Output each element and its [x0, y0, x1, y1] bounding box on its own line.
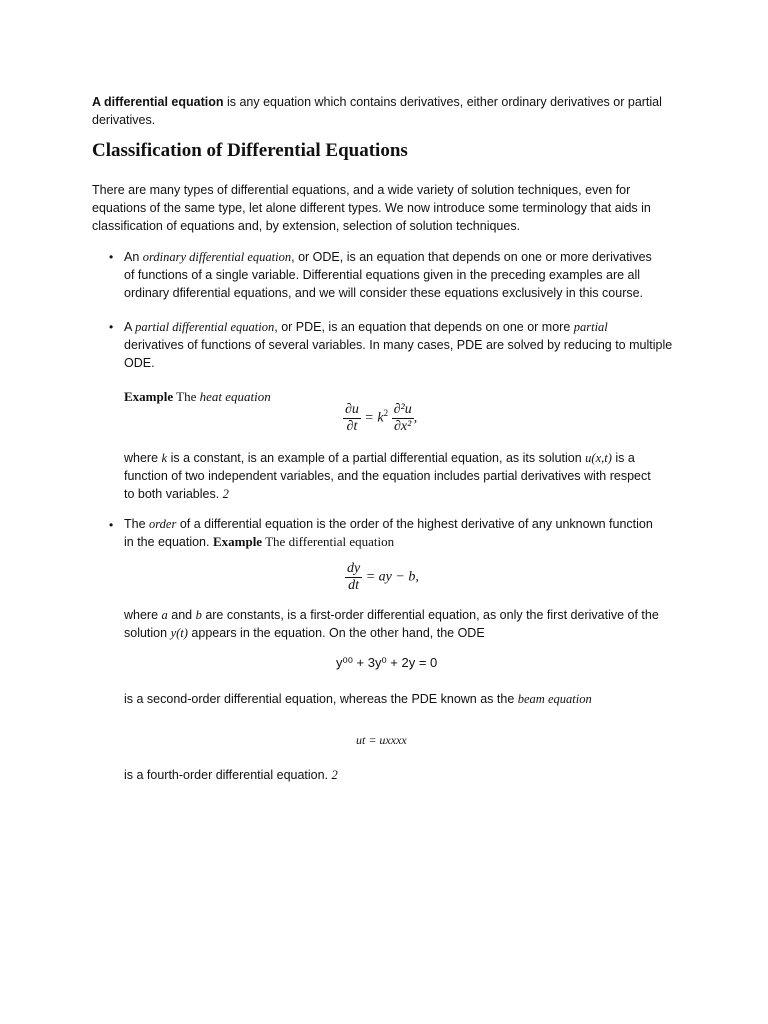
where-rest: are constants, is a first-order differential equation, as only the first derivative of the — [201, 608, 659, 622]
example1-after-line-1 — [124, 449, 635, 468]
bullet1-line-1 — [124, 248, 652, 267]
example1-name: heat equation — [199, 389, 271, 404]
second-order-text: is a second-order differential equation, whereas the PDE known as the — [124, 692, 518, 706]
intro-line-2: derivatives. — [92, 113, 156, 127]
var-y: y — [170, 626, 177, 640]
para-line-2: equations of the same type, let alone different types. We now introduce some terminology that aids in — [92, 201, 651, 215]
bullet3-line-1 — [124, 515, 653, 534]
ode-equation: y⁰⁰ + 3y⁰ + 2y = 0 — [336, 655, 438, 670]
fourth-order-line — [124, 766, 338, 785]
var-a: a — [161, 608, 168, 622]
bullet1-line-3: ordinary dfiferential equations, and we will consider these equations exclusively in this course. — [124, 286, 644, 300]
example1-the: The — [173, 389, 200, 404]
bullet-dot: • — [109, 250, 114, 264]
var-args: (x,t) — [591, 451, 612, 465]
bullet3-line2-text: in the equation. — [124, 535, 213, 549]
bullet3-line-2 — [124, 533, 394, 552]
where-line-1 — [124, 606, 659, 625]
footnote-2: 2 — [331, 768, 338, 782]
heat-equals-k: = k — [364, 410, 384, 426]
where-line-2 — [124, 624, 485, 643]
dydt-equation — [345, 561, 419, 594]
bullet-dot: • — [109, 320, 114, 334]
example1-after-line-2: function of two independent variables, and the equation includes partial derivatives with respect — [124, 469, 651, 483]
bullet-dot: • — [109, 518, 114, 532]
heat-lhs-num: ∂u — [345, 402, 359, 417]
example1-line3-text: to both variables. — [124, 487, 223, 501]
var-k: k — [161, 451, 168, 465]
where-pre: where — [124, 608, 162, 622]
bullet2-mid: , or PDE, is an equation that depends on one or more — [274, 320, 574, 334]
bullet2-term: partial differential equation — [135, 320, 275, 334]
dydt-rhs: = ay − b, — [365, 569, 419, 585]
heat-equation — [343, 402, 417, 435]
bullet3-term: order — [149, 517, 177, 531]
bullet1-pre: An — [124, 250, 143, 264]
beam-equation: ut = uxxxx — [356, 733, 407, 747]
bullet3-post: of a differential equation is the order of the highest derivative of any unknown function — [176, 517, 653, 531]
heat-k-exponent: 2 — [383, 408, 389, 419]
example1-label-line — [124, 388, 271, 407]
var-t: (t) — [176, 626, 188, 640]
intro-line-1 — [92, 93, 692, 112]
bullet3-pre: The — [124, 517, 150, 531]
bullet2-line-3: ODE. — [124, 356, 155, 370]
heat-lhs-den: ∂t — [346, 419, 358, 434]
para-line-3: classification of equations and, by extension, selection of solution techniques. — [92, 219, 521, 233]
example1-label: Example — [124, 389, 174, 404]
bullet2-pre: A — [124, 320, 136, 334]
bullet2-line-2: derivatives of functions of several variables. In many cases, PDE are solved by reducing to multiple — [124, 338, 673, 352]
dydt-den: dt — [348, 578, 360, 593]
bullet2-line-1 — [124, 318, 608, 337]
example1-after-line-3 — [124, 485, 229, 504]
heat-rhs-den: ∂x² — [393, 419, 412, 434]
intro-text: is any equation which contains derivatives, either ordinary derivatives or partial — [223, 95, 662, 109]
where-line2-post: appears in the equation. On the other hand, the ODE — [187, 626, 485, 640]
fourth-order-text: is a fourth-order differential equation. — [124, 768, 332, 782]
example1-after-pre: where — [124, 451, 162, 465]
second-order-line — [124, 690, 592, 709]
example1-after-end: is a — [611, 451, 635, 465]
dydt-fraction — [345, 561, 362, 594]
var-b: b — [195, 608, 202, 622]
bullet1-line-2: of functions of a single variable. Differential equations given in the preceding examples are all — [124, 268, 641, 282]
beam-equation-term: beam equation — [517, 692, 592, 706]
var-u: u — [585, 451, 592, 465]
bullet2-term2: partial — [573, 320, 608, 334]
heat-rhs-fraction — [392, 402, 414, 435]
bullet1-term: ordinary differential equation — [142, 250, 292, 264]
footnote-2: 2 — [222, 487, 229, 501]
section-heading: Classification of Differential Equations — [92, 140, 408, 161]
example2-text: The differential equation — [262, 534, 395, 549]
bullet1-post: , or ODE, is an equation that depends on one or more derivatives — [291, 250, 652, 264]
where-and: and — [167, 608, 196, 622]
intro-term: A differential equation — [92, 95, 224, 109]
heat-lhs-fraction — [343, 402, 361, 435]
para-line-1: There are many types of differential equations, and a wide variety of solution techniques, even for — [92, 183, 631, 197]
heat-rhs-num: ∂²u — [393, 402, 412, 417]
heat-comma: , — [413, 410, 418, 426]
example2-label: Example — [212, 534, 263, 549]
dydt-num: dy — [347, 561, 361, 576]
example1-after-mid: is a constant, is an example of a partial differential equation, as its solution — [167, 451, 586, 465]
where-line2-pre: solution — [124, 626, 171, 640]
